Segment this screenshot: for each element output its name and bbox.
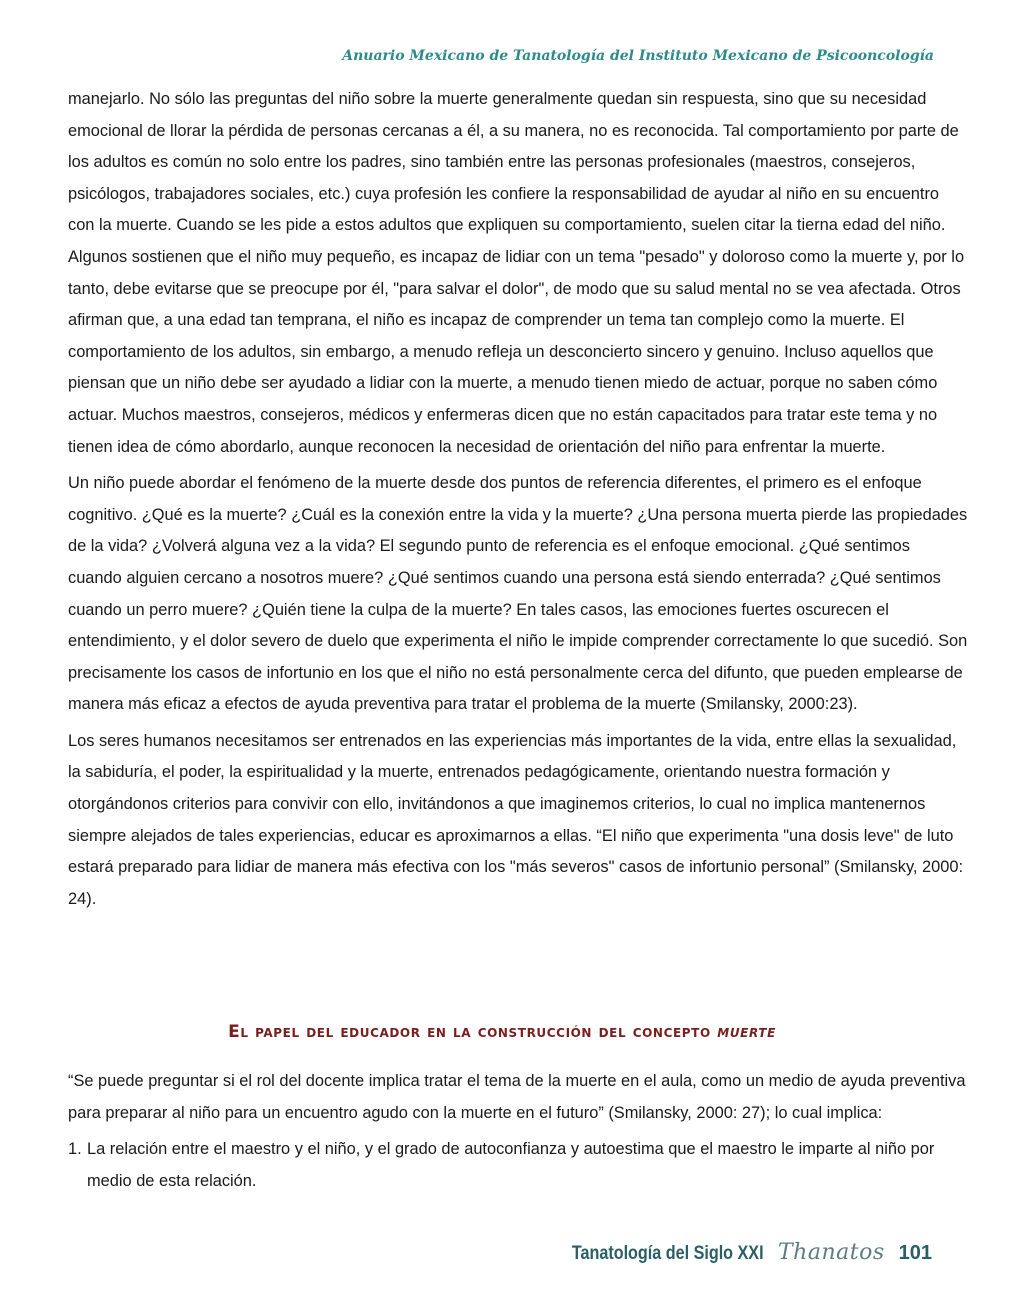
paragraph: “Se puede preguntar si el rol del docente implica tratar el tema de la muerte en el aula, como un medio de ayuda preventiva para preparar al niño para un encuentro agudo con la muerte en el futuro” (Smilansky, 2000: 27); lo cual implica: [68,1072,966,1122]
footer-journal-title: Tanatología del Siglo XXI [572,1243,764,1264]
running-header: Anuario Mexicano de Tanatología del Instituto Mexicano de Psicooncología [342,48,934,64]
paragraph: Los seres humanos necesitamos ser entrenados en las experiencias más importantes de la vida, entre ellas la sexualidad, la sabiduría, el poder, la espiritualidad y la muerte, entrenados pedagógicamente, orientando nuestra formación y otorgándonos criterios para convivir con ello, invitándonos a que imaginemos criterios, lo cual no implica mantenernos siempre alejados de tales experiencias, educar es aproximarnos a ellas. “El niño que experimenta "una dosis leve" de luto estará preparado para lidiar de manera más efectiva con los "más severos" casos de infortunio personal” (Smilansky, 2000: 24). [68,731,964,908]
paragraph: Un niño puede abordar el fenómeno de la muerte desde dos puntos de referencia diferentes, el primero es el enfoque cognitivo. ¿Qué es la muerte? ¿Cuál es la conexión entre la vida y la muerte? ¿Una persona muerta pierde las propiedades de la vida? ¿Volverá alguna vez a la vida? El segundo punto de referencia es el enfoque emocional. ¿Qué sentimos cuando alguien cercano a nosotros muere? ¿Qué sentimos cuando una persona está siendo enterrada? ¿Qué sentimos cuando un perro muere? ¿Quién tiene la culpa de la muerte? En tales casos, las emociones fuertes oscurecen el entendimiento, y el dolor severo de duelo que experimenta el niño le impide comprender correctamente lo que sucedió. Son precisamente los casos de infortunio en los que el niño no está personalmente cerca del difunto, que pueden emplearse de manera más eficaz a efectos de ayuda preventiva para tratar el problema de la muerte (Smilansky, 2000:23). [68,474,968,714]
list-text: La relación entre el maestro y el niño, y el grado de autoconfianza y autoestima que el maestro le imparte al niño por medio de esta relación. [87,1140,935,1190]
section-heading-text: El papel del educador en la construcción del concepto [228,1022,711,1042]
page-footer [538,1240,932,1265]
body-text [68,84,968,920]
section-heading [0,1022,1004,1042]
section-body [68,1066,968,1197]
thanatos-logo: Thanatos [778,1240,885,1265]
section-heading-italic: muerte [717,1022,776,1042]
paragraph: manejarlo. No sólo las preguntas del niño sobre la muerte generalmente quedan sin respuesta, sino que su necesidad emocional de llorar la pérdida de personas cercanas a él, a su manera, no es reconocida. Tal comportamiento por parte de los adultos es común no solo entre los padres, sino también entre las personas profesionales (maestros, consejeros, psicólogos, trabajadores sociales, etc.) cuya profesión les confiere la responsabilidad de ayudar al niño en su encuentro con la muerte. Cuando se les pide a estos adultos que expliquen su comportamiento, suelen citar la tierna edad del niño. Algunos sostienen que el niño muy pequeño, es incapaz de lidiar con un tema "pesado" y doloroso como la muerte y, por lo tanto, debe evitarse que se preocupe por él, "para salvar el dolor", de modo que su salud mental no se vea afectada. Otros afirman que, a una edad tan temprana, el niño es incapaz de comprender un tema tan complejo como la muerte. El comportamiento de los adultos, sin embargo, a menudo refleja un desconcierto sincero y genuino. Incluso aquellos que piensan que un niño debe ser ayudado a lidiar con la muerte, a menudo tienen miedo de actuar, porque no saben cómo actuar. Muchos maestros, consejeros, médicos y enfermeras dicen que no están capacitados para tratar este tema y no tienen idea de cómo abordarlo, aunque reconocen la necesidad de orientación del niño para enfrentar la muerte. [68,90,965,456]
list-number: 1. [68,1140,82,1159]
page-number: 101 [898,1242,932,1264]
list-item [68,1134,968,1197]
